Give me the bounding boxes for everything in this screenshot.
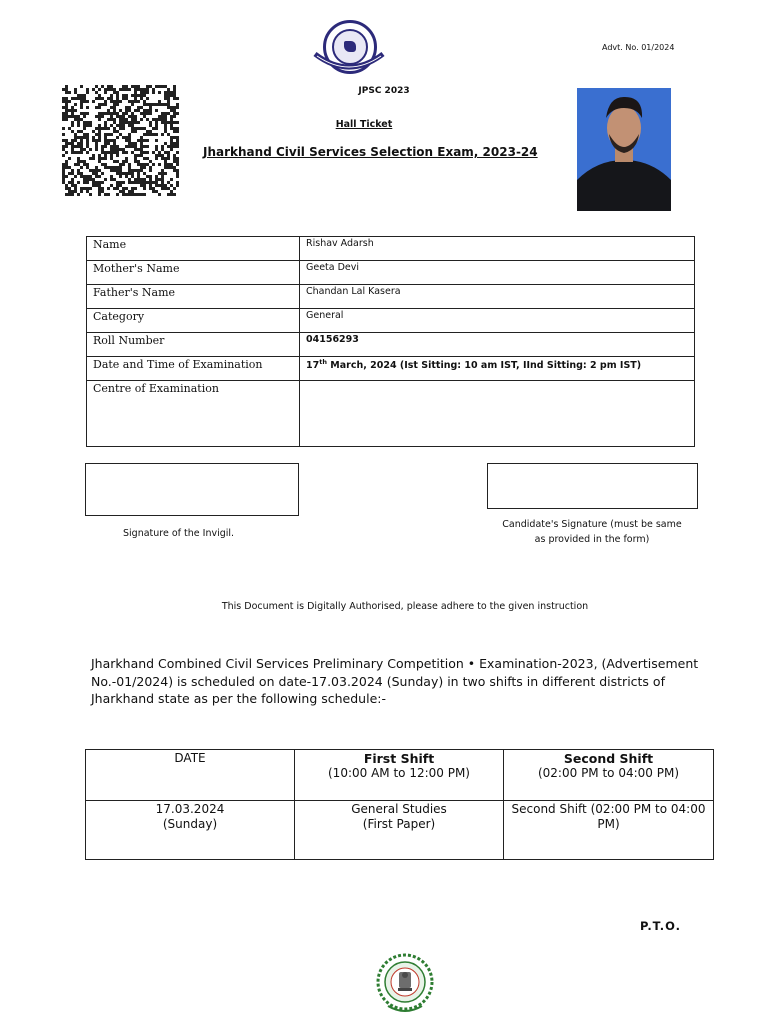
candidate-details-table xyxy=(86,236,695,447)
advertisement-number: Advt. No. 01/2024 xyxy=(602,43,675,52)
candidate-photo xyxy=(577,88,671,211)
name-label: Name xyxy=(87,237,300,261)
schedule-intro-paragraph: Jharkhand Combined Civil Services Preliminary Competition • Examination-2023, (Advertisement No.-01/2024) is scheduled on date-17.03.2024 (Sunday) in two shifts in different districts of Jharkhand state as per the following schedule:- xyxy=(91,656,699,706)
logo-ribbon-icon xyxy=(309,50,389,76)
first-shift-time: (10:00 AM to 12:00 PM) xyxy=(328,766,470,780)
schedule-table xyxy=(85,749,714,860)
exam-datetime-rest: March, 2024 (Ist Sitting: 10 am IST, IInd Sitting: 2 pm IST) xyxy=(326,360,642,372)
schedule-day: (Sunday) xyxy=(162,817,218,831)
schedule-date-cell xyxy=(86,801,295,860)
first-shift-title: First Shift xyxy=(363,751,435,766)
exam-code: JPSC 2023 xyxy=(358,86,410,96)
mother-name-value: Geeta Devi xyxy=(300,261,695,285)
candidate-signature-box xyxy=(487,463,698,509)
invigilator-signature-label: Signature of the Invigil. xyxy=(123,528,235,539)
table-row xyxy=(87,381,695,447)
table-row xyxy=(87,309,695,333)
date-header: DATE xyxy=(86,750,295,801)
roll-number-value: 04156293 xyxy=(300,333,695,357)
exam-datetime-value xyxy=(300,357,695,381)
category-label: Category xyxy=(87,309,300,333)
table-row xyxy=(87,333,695,357)
table-row xyxy=(87,237,695,261)
qr-code xyxy=(62,85,179,196)
second-shift-title: Second Shift xyxy=(563,751,654,766)
table-row xyxy=(87,285,695,309)
candidate-signature-label: Candidate's Signature (must be same as provided in the form) xyxy=(502,519,682,545)
exam-datetime-label: Date and Time of Examination xyxy=(87,357,300,381)
centre-label: Centre of Examination xyxy=(87,381,300,447)
exam-title: Jharkhand Civil Services Selection Exam, 2023-24 xyxy=(203,145,538,159)
second-shift-header xyxy=(504,750,714,801)
father-name-value: Chandan Lal Kasera xyxy=(300,285,695,309)
first-shift-paper: General Studies xyxy=(351,802,447,816)
second-shift-time: (02:00 PM to 04:00 PM) xyxy=(537,766,679,780)
second-shift-paper-cell: Second Shift (02:00 PM to 04:00 PM) xyxy=(504,801,714,860)
first-shift-header xyxy=(295,750,504,801)
category-value: General xyxy=(300,309,695,333)
table-row xyxy=(87,261,695,285)
roll-number-label: Roll Number xyxy=(87,333,300,357)
digital-authorisation-notice: This Document is Digitally Authorised, please adhere to the given instruction xyxy=(221,601,589,612)
father-name-label: Father's Name xyxy=(87,285,300,309)
centre-value xyxy=(300,381,695,447)
first-shift-paper-number: (First Paper) xyxy=(362,817,436,831)
exam-day-suffix: th xyxy=(319,358,327,366)
hall-ticket-heading: Hall Ticket xyxy=(335,119,393,130)
pto-label: P.T.O. xyxy=(640,919,682,933)
table-row xyxy=(86,801,714,860)
name-value: Rishav Adarsh xyxy=(300,237,695,261)
invigilator-signature-box xyxy=(85,463,299,516)
jharkhand-emblem-icon xyxy=(376,948,434,1018)
schedule-date: 17.03.2024 xyxy=(155,802,225,816)
first-shift-paper-cell xyxy=(295,801,504,860)
mother-name-label: Mother's Name xyxy=(87,261,300,285)
table-row xyxy=(86,750,714,801)
exam-day: 17 xyxy=(306,360,320,372)
table-row xyxy=(87,357,695,381)
